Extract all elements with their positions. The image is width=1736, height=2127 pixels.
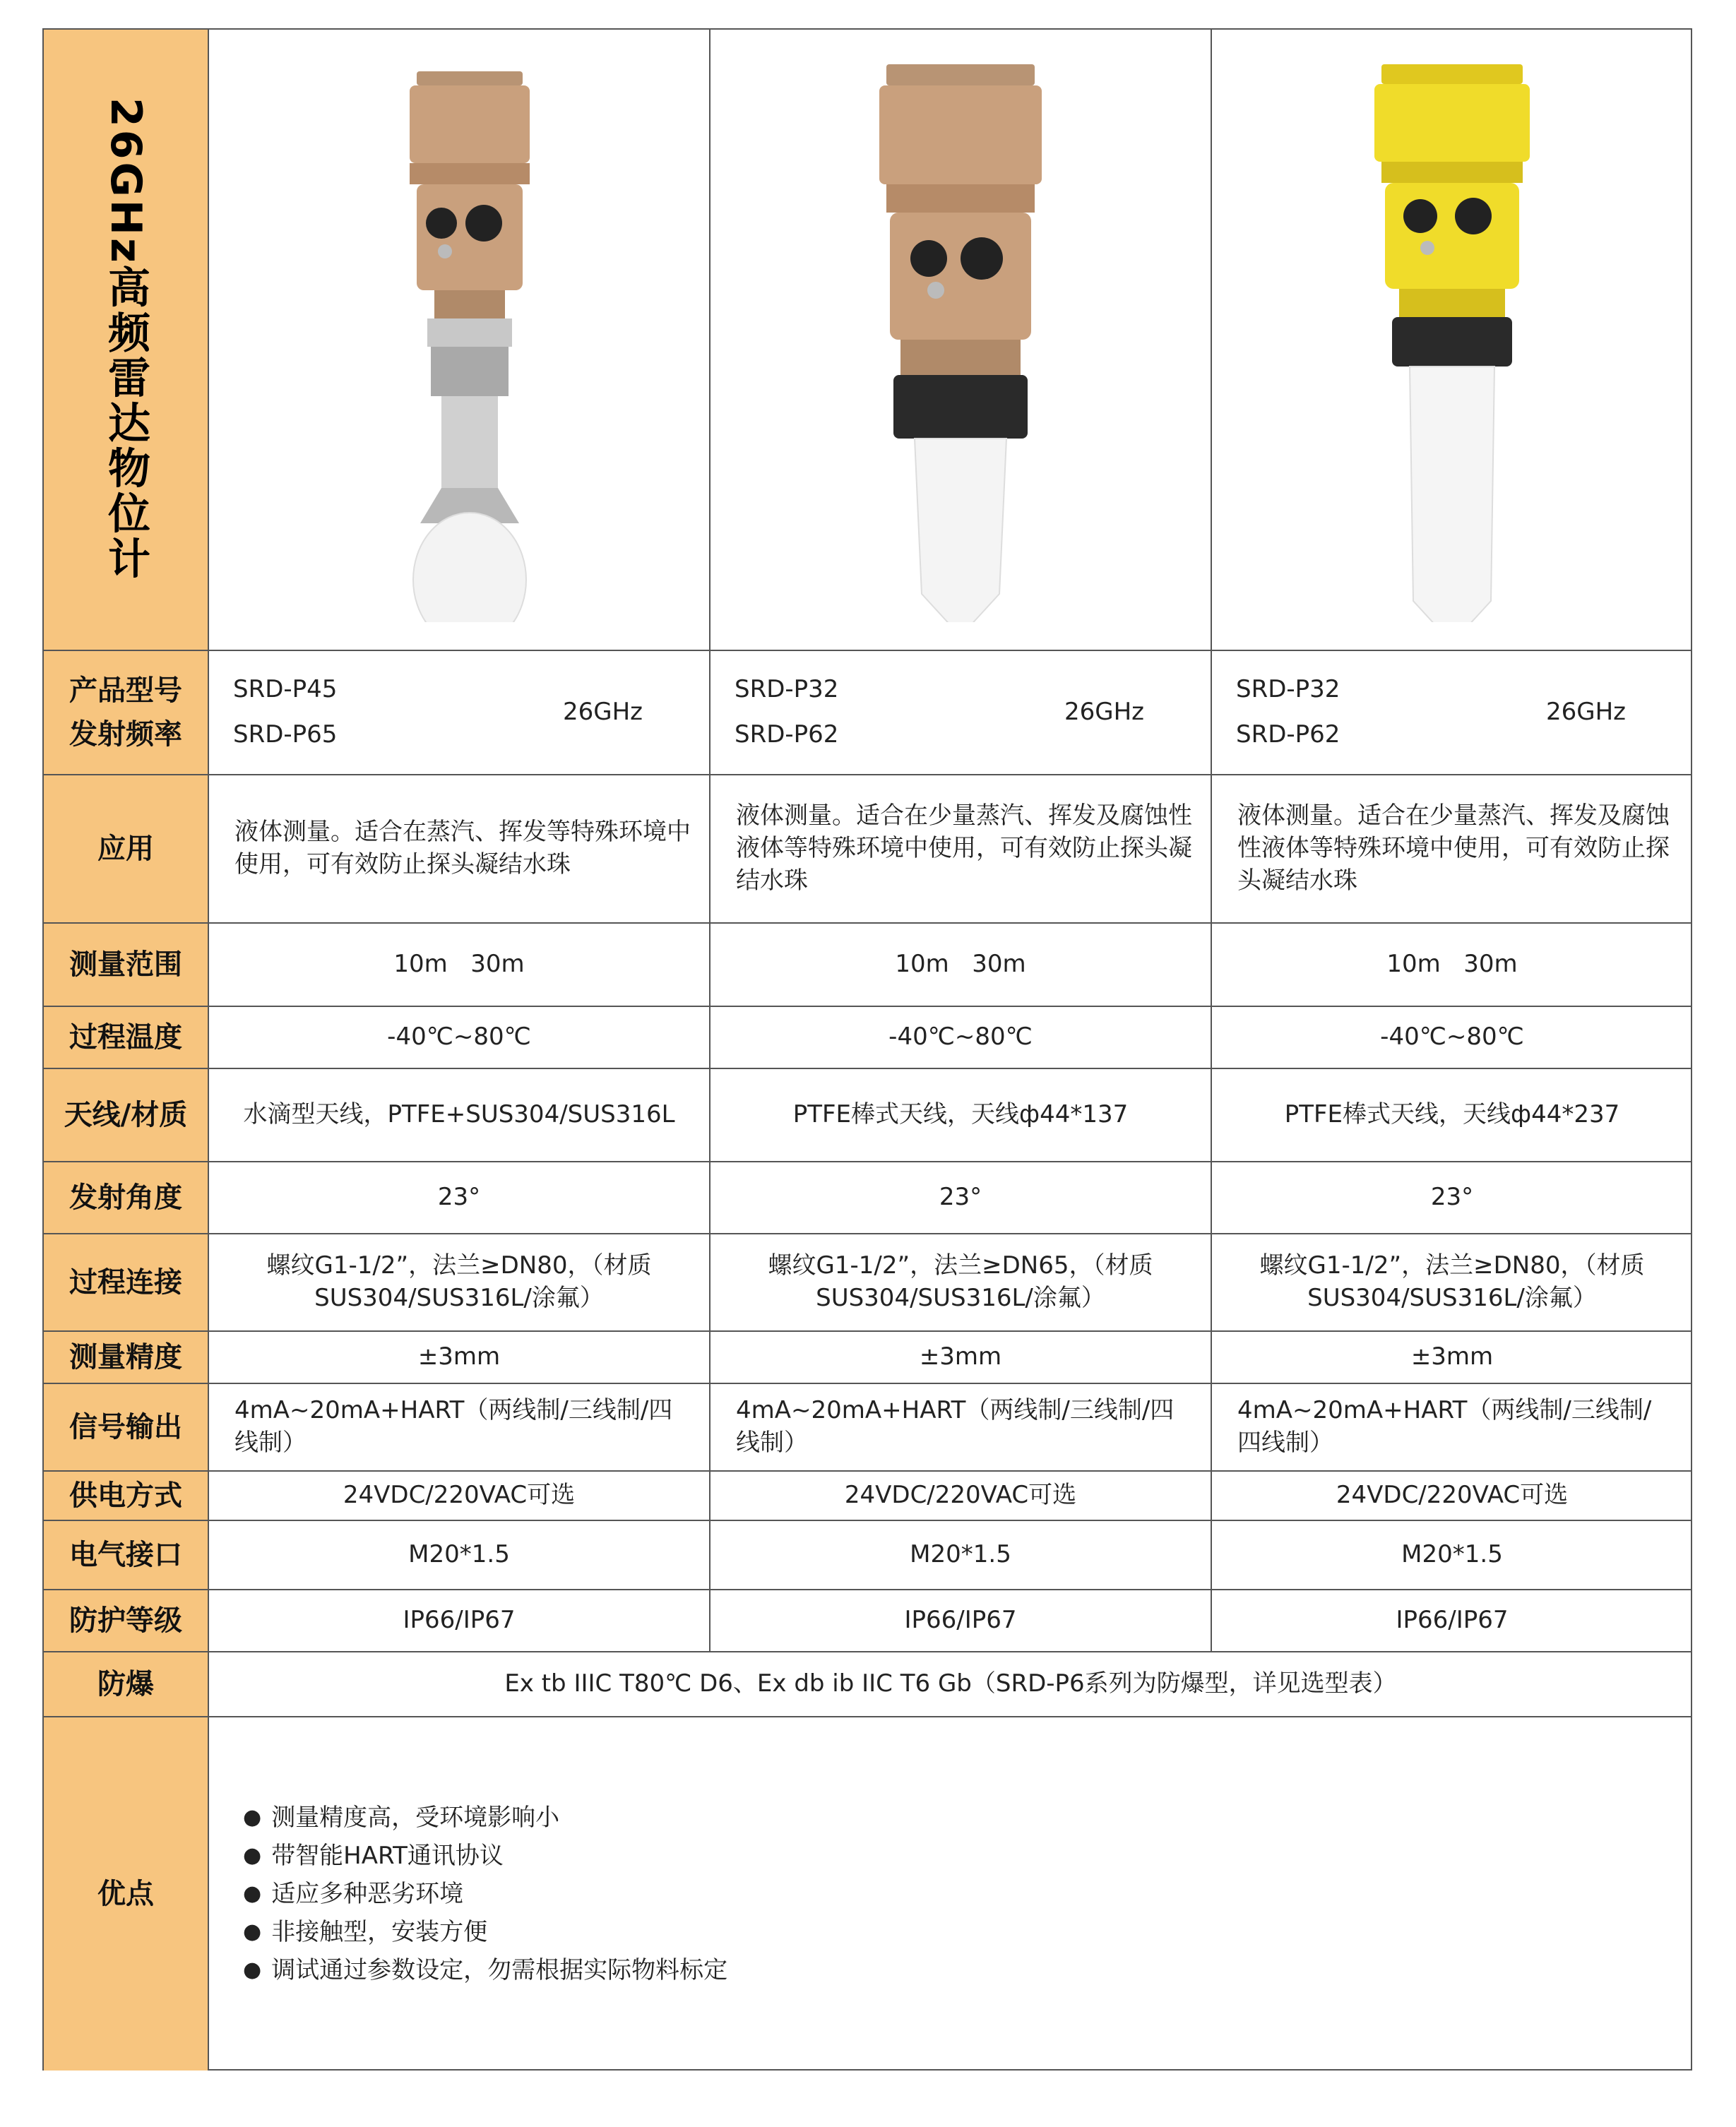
model-code: SRD-P32 [1236,675,1340,704]
power-cell-2: 24VDC/220VAC可选 [711,1472,1212,1521]
advantage-item [243,1799,727,1837]
model-cell-2 [711,651,1212,775]
row-label-range: 测量范围 [44,924,209,1007]
temperature-cell-3: -40℃~80℃ [1212,1007,1692,1069]
rod-antenna-radar-image [858,57,1063,622]
application-cell-1: 液体测量。适合在蒸汽、挥发等特殊环境中使用，可有效防止探头凝结水珠 [209,775,711,924]
model-code: SRD-P62 [735,720,839,749]
advantage-text: 非接触型，安装方便 [271,1918,488,1946]
model-cell-1 [209,651,711,775]
model-code: SRD-P62 [1236,720,1340,749]
power-cell-3: 24VDC/220VAC可选 [1212,1472,1692,1521]
antenna-cell-1: 水滴型天线，PTFE+SUS304/SUS316L [209,1069,711,1162]
application-cell-3: 液体测量。适合在少量蒸汽、挥发及腐蚀性液体等特殊环境中使用，可有效防止探头凝结水珠 [1212,775,1692,924]
connection-cell-3: 螺纹G1-1/2”，法兰≥DN80，（材质SUS304/SUS316L/涂氟） [1212,1234,1692,1332]
range-cell-3: 10m 30m [1212,924,1692,1007]
accuracy-cell-2: ±3mm [711,1332,1212,1384]
temperature-cell-1: -40℃~80℃ [209,1007,711,1069]
row-label-accuracy: 测量精度 [44,1332,209,1384]
row-label-protection: 防护等级 [44,1590,209,1652]
row-label-connection: 过程连接 [44,1234,209,1332]
antenna-cell-2: PTFE棒式天线，天线ф44*137 [711,1069,1212,1162]
spec-sheet [42,28,1692,2071]
title-cell [44,30,209,651]
bullet-icon: ● [243,1843,262,1868]
row-label-output: 信号输出 [44,1384,209,1472]
protection-cell-2: IP66/IP67 [711,1590,1212,1652]
advantages-list [243,1799,727,1989]
row-label-beam-angle: 发射角度 [44,1162,209,1234]
row-label-temperature: 过程温度 [44,1007,209,1069]
drop-antenna-radar-image [367,57,551,622]
bullet-icon: ● [243,1958,262,1982]
beam-angle-cell-1: 23° [209,1162,711,1234]
electrical-cell-2: M20*1.5 [711,1521,1212,1590]
model-frequency-label [44,651,209,775]
connection-cell-1: 螺纹G1-1/2”，法兰≥DN80，（材质SUS304/SUS316L/涂氟） [209,1234,711,1332]
product-image-cell-2 [711,30,1212,651]
range-cell-2: 10m 30m [711,924,1212,1007]
antenna-cell-3: PTFE棒式天线，天线ф44*237 [1212,1069,1692,1162]
bullet-icon: ● [243,1881,262,1906]
model-code: SRD-P65 [233,720,338,749]
row-label-antenna: 天线/材质 [44,1069,209,1162]
advantage-text: 测量精度高，受环境影响小 [271,1804,560,1832]
advantage-text: 带智能HART通讯协议 [271,1842,504,1870]
row-label-explosion: 防爆 [44,1652,209,1717]
product-image-cell-1 [209,30,711,651]
row-label-advantages: 优点 [44,1717,209,2071]
advantage-item [243,1837,727,1875]
range-cell-1: 10m 30m [209,924,711,1007]
frequency-value: 26GHz [1545,698,1626,727]
model-code: SRD-P45 [233,675,338,704]
row-label-electrical: 电气接口 [44,1521,209,1590]
output-cell-2: 4mA~20mA+HART（两线制/三线制/四线制） [711,1384,1212,1472]
electrical-cell-3: M20*1.5 [1212,1521,1692,1590]
accuracy-cell-1: ±3mm [209,1332,711,1384]
advantage-item [243,1913,727,1951]
explosion-cell: Ex tb IIIC T80℃ D6、Ex db ib IIC T6 Gb（SRD-P6系列为防爆型，详见选型表） [209,1652,1692,1717]
beam-angle-cell-3: 23° [1212,1162,1692,1234]
accuracy-cell-3: ±3mm [1212,1332,1692,1384]
row-label-application: 应用 [44,775,209,924]
connection-cell-2: 螺纹G1-1/2”，法兰≥DN65，（材质SUS304/SUS316L/涂氟） [711,1234,1212,1332]
electrical-cell-1: M20*1.5 [209,1521,711,1590]
protection-cell-1: IP66/IP67 [209,1590,711,1652]
row-label-power: 供电方式 [44,1472,209,1521]
model-label: 产品型号 [69,674,182,707]
application-cell-2: 液体测量。适合在少量蒸汽、挥发及腐蚀性液体等特殊环境中使用，可有效防止探头凝结水珠 [711,775,1212,924]
output-cell-3: 4mA~20mA+HART（两线制/三线制/四线制） [1212,1384,1692,1472]
bullet-icon: ● [243,1919,262,1944]
model-code: SRD-P32 [735,675,839,704]
protection-cell-3: IP66/IP67 [1212,1590,1692,1652]
beam-angle-cell-2: 23° [711,1162,1212,1234]
power-cell-1: 24VDC/220VAC可选 [209,1472,711,1521]
frequency-value: 26GHz [562,698,643,727]
frequency-label: 发射频率 [69,718,182,751]
yellow-rod-radar-image [1360,57,1544,622]
advantage-item [243,1951,727,1989]
temperature-cell-2: -40℃~80℃ [711,1007,1212,1069]
product-image-cell-3 [1212,30,1692,651]
page-title: 26GHz高频雷达物位计 [101,97,150,582]
frequency-value: 26GHz [1064,698,1144,727]
bullet-icon: ● [243,1805,262,1830]
model-cell-3 [1212,651,1692,775]
advantages-cell [209,1717,1692,2071]
advantage-text: 适应多种恶劣环境 [271,1880,464,1908]
advantage-item [243,1875,727,1913]
advantage-text: 调试通过参数设定，勿需根据实际物料标定 [271,1956,728,1984]
output-cell-1: 4mA~20mA+HART（两线制/三线制/四线制） [209,1384,711,1472]
